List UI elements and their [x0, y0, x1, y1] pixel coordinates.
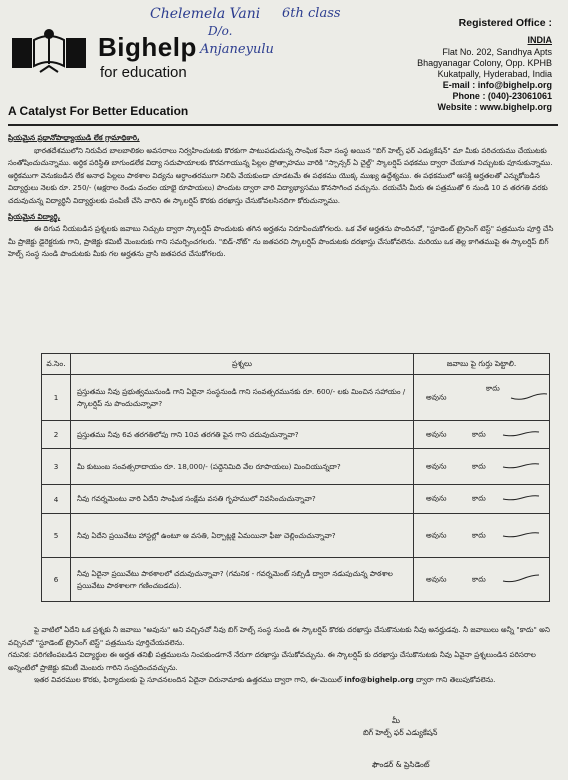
office-country: INDIA — [527, 35, 552, 45]
row-answer[interactable] — [414, 558, 550, 602]
handwritten-parent-prefix: D/o. — [208, 24, 233, 38]
office-line: Flat No. 202, Sandhya Apts — [442, 47, 552, 57]
header-divider — [8, 124, 558, 126]
contact-text-end: ద్వారా గాని తెలుపుకోవలెను. — [416, 675, 496, 685]
answer-no[interactable]: కాదు — [472, 574, 486, 583]
brand-name: Bighelp — [98, 32, 197, 62]
row-answer[interactable] — [414, 485, 550, 514]
answer-no[interactable]: కాదు — [472, 493, 486, 503]
paragraph-instructions: ఈ దిగువ నీయబడిన ప్రశ్నలకు జవాబు నిచ్చుట ద్వారా స్కాలర్షిప్ పొందుటకు తగిన అర్హతను నిరూపించుకోగలరు. ఒక వేళ అర్హతను పొందినచో, "స్టూడెంట్ ట్రైనింగ్ టెస్ట్" పత్రమును పూర్తి చేసి మీ ప్రాజెక్టు డైరెక్టరుకు గాని, ప్రాజెక్టు కమిటీ మెంబరుకు గాని సమర్పించగలరు. "బిడ్-నోట్" ను జతపరచి స్కాలర్షిప్ పొందుటకు దరఖాస్తు చేసుకోవలెను. మరియు ఒక తెల్ల కాగితముపై ఈ స్కాలర్షిప్ బిగ్ హెల్ప్ సంస్థ నుండి పొందుటకు మీకు గల అర్హతను వ్రాసి జతపరచ చేసుకోగలరు. — [8, 224, 554, 259]
answer-yes[interactable]: అవును — [426, 429, 447, 438]
row-answer[interactable] — [414, 449, 550, 485]
check-mark-icon — [502, 429, 540, 439]
answer-no[interactable]: కాదు — [472, 461, 486, 470]
answer-yes[interactable]: అవును — [426, 493, 447, 503]
row-answer[interactable] — [414, 375, 550, 421]
brand-subtitle: for education — [100, 64, 187, 81]
paragraph-note: గమనిక: పరిగణింపబడిన విద్యార్థుల ఈ అర్హత తనిఖీ పత్రములను నింపకుండగానే నేరుగా దరఖాస్తు చేసుకోవచ్చును. ఈ స్కాలర్షిప్ కు దరఖాస్తు చేసుకొనుటకు నీవు ఏవైనా ప్రశ్నలుండిన పరిసరాల అన్నింటిలో ప్రాజెక్టు కమిటీ మెంబరు గారిని సంప్రదించవచ్చును. — [8, 650, 536, 672]
row-number: 5 — [42, 514, 71, 558]
check-mark-icon — [510, 392, 548, 402]
office-email[interactable]: E-mail : info@bighelp.org — [442, 80, 552, 90]
office-title: Registered Office : — [458, 17, 552, 29]
table-row — [42, 449, 550, 485]
check-mark-icon — [502, 574, 540, 584]
table-row — [42, 485, 550, 514]
table-row — [42, 421, 550, 449]
signature-org: బిగ్ హెల్ప్ ఫర్ ఎడ్యుకేషన్ — [363, 728, 438, 737]
row-number: 1 — [42, 375, 71, 421]
table-row — [42, 375, 550, 421]
col-answer-header: జవాబు పై గుర్తు పెట్టాలి. — [414, 354, 550, 375]
office-line: Bhagyanagar Colony, Opp. KPHB — [417, 58, 552, 68]
salutation-parent: ప్రియమైన ప్రధానోపాధ్యాయుడి లేక గ్రామాధికారి, — [8, 133, 140, 142]
row-question: నీవు ఏదేని ప్రయివేటు హాస్టల్లో ఉంటూ ఆ వసతి, ఏర్పాట్లకై ఏమయినా ఫీజు చెల్లించుచున్నావా? — [71, 514, 414, 558]
answer-yes[interactable]: అవును — [426, 392, 447, 401]
col-question-header: ప్రశ్నలు — [71, 354, 414, 375]
row-question: నీవు గవర్నమెంటు వారి ఏదేని సాంఘిక సంక్షేమ వసతి గృహములో నివసించుచున్నావా? — [71, 485, 414, 514]
row-answer[interactable] — [414, 514, 550, 558]
signature-closing: మీ — [392, 716, 400, 725]
answer-yes[interactable]: అవును — [426, 461, 447, 470]
table-row — [42, 514, 550, 558]
office-website[interactable]: Website : www.bighelp.org — [437, 102, 552, 112]
answer-no[interactable]: కాదు — [472, 429, 486, 438]
row-answer[interactable] — [414, 421, 550, 449]
answer-yes[interactable]: అవును — [426, 574, 447, 583]
check-mark-icon — [502, 530, 540, 540]
office-phone: Phone : (040)-23061061 — [452, 91, 552, 101]
salutation-student: ప్రియమైన విద్యార్థి, — [8, 211, 61, 221]
handwritten-student-name: Chelemela Vani — [150, 6, 261, 22]
col-no-header: వ.సెం. — [42, 354, 71, 375]
row-question: నీవు ఏదైనా ప్రయివేటు పాఠశాలలో చదువుచున్నావా? (గమనిక - గవర్నమెంట్ సబ్సిడీ ద్వారా నడుపుచున్న పాఠశాల ప్రయివేటు పాఠశాలగా గణించబడదు). — [71, 558, 414, 602]
row-number: 3 — [42, 449, 71, 485]
handwritten-parent-name: Anjaneyulu — [200, 42, 274, 57]
check-mark-icon — [502, 493, 540, 503]
answer-yes[interactable]: అవును — [426, 530, 447, 539]
row-question: ప్రస్తుతము నీవు 6వ తరగతిలోపు గాని 10వ తరగతి పైన గాని చదువుచున్నావా? — [71, 421, 414, 449]
handwritten-class: 6th class — [282, 6, 341, 21]
letter-body-bottom — [8, 624, 556, 687]
row-number: 4 — [42, 485, 71, 514]
office-line: Kukatpally, Hyderabad, India — [437, 69, 552, 79]
office-address — [417, 18, 552, 113]
paragraph-eligibility-note: పై వాటిలో ఏదేని ఒక ప్రశ్నకు నీ జవాబు "అవును" అని వచ్చినచో నీవు బిగ్ హెల్ప్ సంస్థ నుండి ఈ స్కాలర్షిప్ కొరకు దరఖాస్తు చేసుకొనుటకు నీవు అనర్హుడవు. నీ జవాబులు అన్నీ "కాదు" అని వచ్చినచో "స్టూడెంట్ ట్రైనింగ్ టెస్ట్" పత్రమును పూర్తిచేయవలెను. — [8, 625, 550, 647]
letter-body-top — [8, 132, 556, 261]
bighelp-logo-icon — [10, 28, 88, 78]
row-number: 6 — [42, 558, 71, 602]
paragraph-intro: భారతదేశములోని నిరుపేద బాలబాలికల అవసరాలు నిర్వహించుటకు కొరకుగా పాటుపడుచున్న సాంఘిక సేవా సంస్థ అయిన "బిగ్ హెల్ప్ ఫర్ ఎడ్యుకేషన్" మా మీకు పరిచయము చేయుటకు సంతోషించుచున్నాము. అర్థిక పరిస్థితి బాగుండలేక విద్యా సదుపాయాలకు కొరవగాయున్న పిల్లల ప్రోత్సాహము వారికి "స్పాన్సర్ ఏ చైల్డ్" స్కాలర్షిప్ పథకము ద్వారా చేయూత నిచ్చుటకు పూనుకున్నాము. ఆర్థికముగా వెనుకబడిన లేక అనాధ పిల్లలు పాఠశాల విద్యను అర్ధాంతరముగా నిలిపి వేయకుండా చూడటమే ఈ పథకము యొక్క ముఖ్య ఉద్దేశ్యము. ఈ పథకములో ఆసక్తి అర్హతలతో ఎన్నుకోబడిన విద్యార్థులు నెలకు రూ. 250/- (అక్షరాల రెండు వందల యాభై రూపాయలు) పొందుట ద్వారా వారి విద్యాభ్యాసము కొనసాగించ వచ్చును. దయచేసి మీరు ఈ పత్రముతో 6 నుండి 10 వ తరగతి వరకు చదువుచున్న విద్యార్థినీ విద్యార్థులకు పంపిణీ చేసి వారిని ఈ స్కాలర్షిప్ కొరకు దరఖాస్తు చేసుకోవలసినదిగా కోరుచున్నాము. — [8, 145, 553, 205]
answer-no[interactable]: కాదు — [486, 383, 500, 392]
table-row — [42, 558, 550, 602]
row-number: 2 — [42, 421, 71, 449]
table-header-row — [42, 354, 550, 375]
answer-no[interactable]: కాదు — [472, 530, 486, 539]
eligibility-table — [41, 353, 550, 602]
paragraph-contact — [8, 674, 556, 687]
contact-text: ఇతర వివరముల కొరకు, ఫిర్యాదులకు పై సూచనలందిన ఏదైనా చిరునామాకు ఉత్తరము ద్వారా గాని, ఈ-మెయిల్ — [34, 675, 342, 685]
signature-title: ఫౌండర్ & ప్రెసిడెంట్ — [372, 760, 430, 769]
check-mark-icon — [502, 461, 540, 471]
contact-email-link[interactable]: info@bighelp.org — [344, 675, 414, 685]
row-question: మీ కుటుంబ సంవత్సరాదాయం రూ. 18,000/- (పద్దెనిమిది వేల రూపాయలు) మించియున్నదా? — [71, 449, 414, 485]
tagline: A Catalyst For Better Education — [8, 104, 189, 118]
row-question: ప్రస్తుతము నీవు ప్రభుత్వమునుండి గాని ఏదైనా సంస్థనుండి గాని సంవత్సరమునకు రూ. 600/- లకు మించిన సహాయం / స్కాలర్షిప్ ను పొందుచున్నావా? — [71, 375, 414, 421]
